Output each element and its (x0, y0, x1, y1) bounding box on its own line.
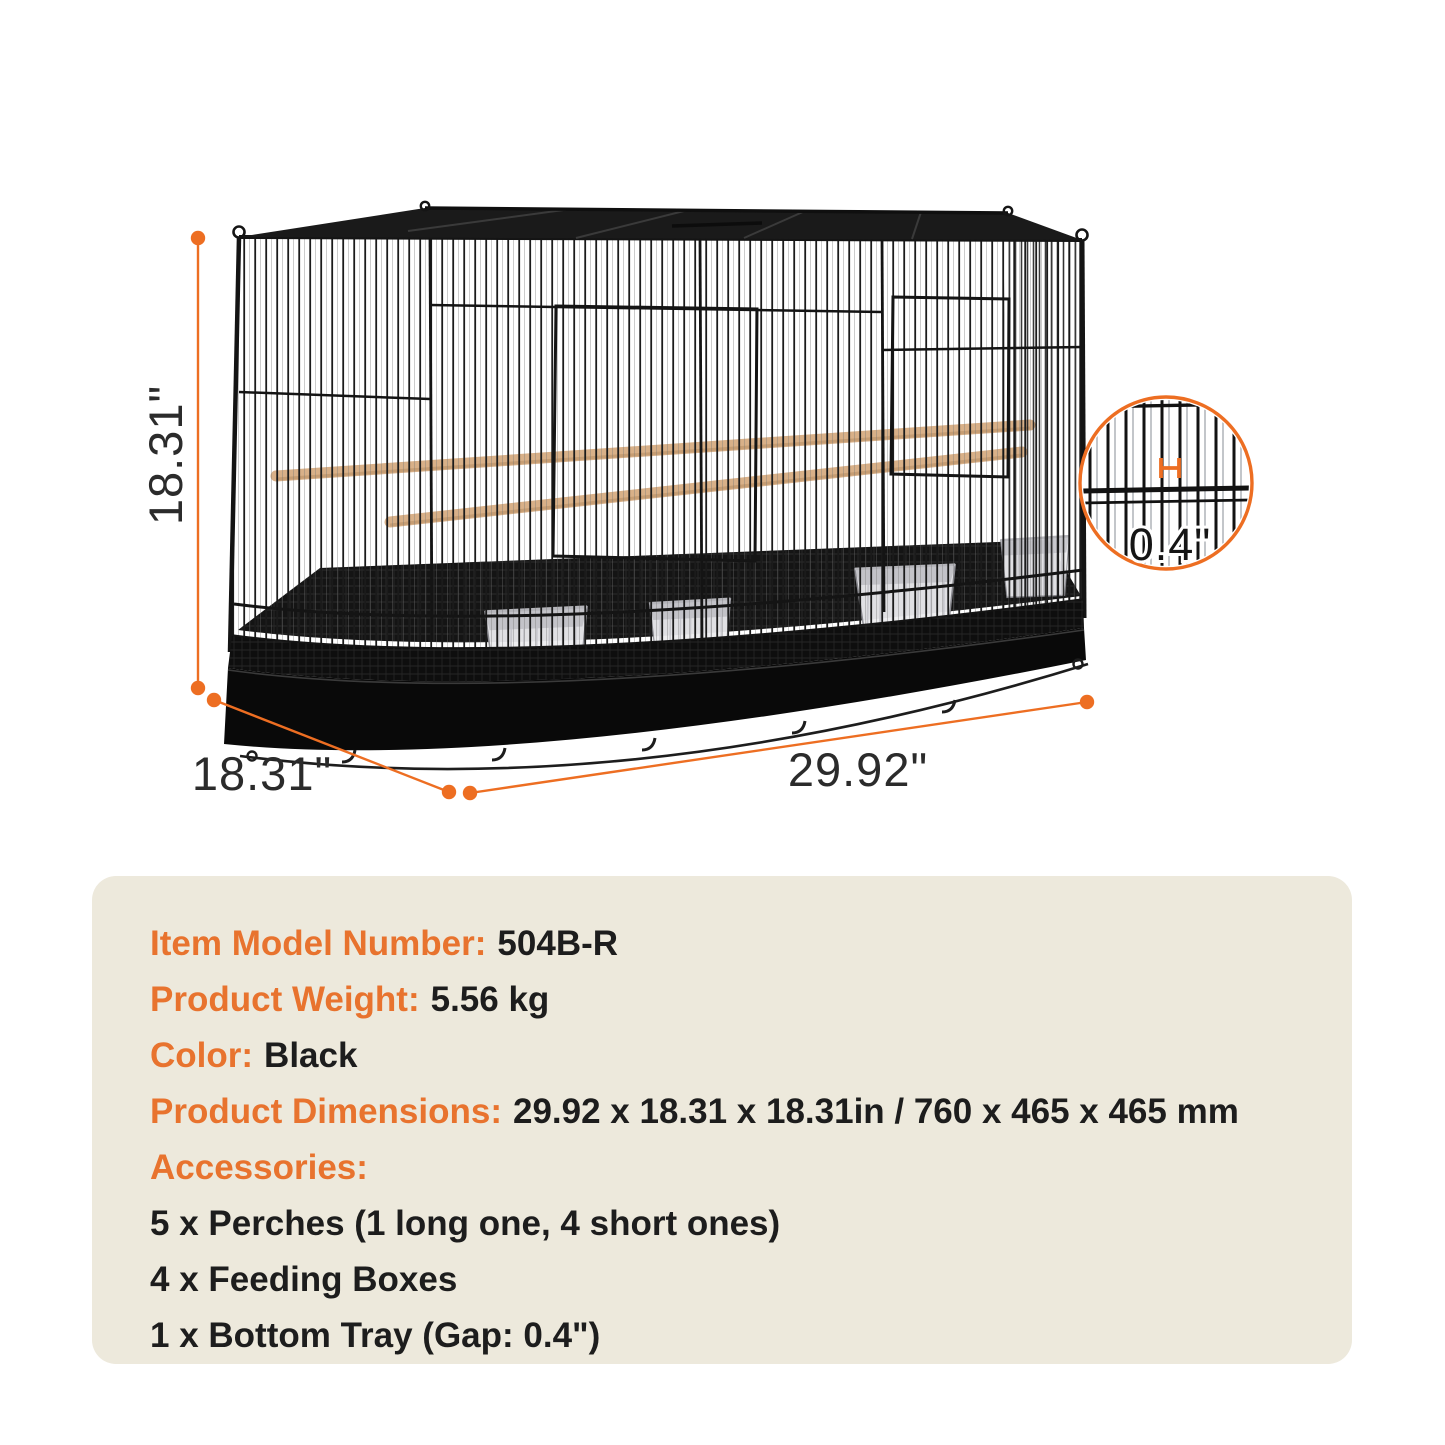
spec-label: Product Dimensions: (150, 1092, 502, 1131)
spec-value: 5 x Perches (1 long one, 4 short ones) (150, 1204, 781, 1243)
spec-row-model (150, 916, 1316, 972)
height-label: 18.31" (139, 384, 192, 526)
spec-value: 4 x Feeding Boxes (150, 1260, 458, 1299)
gap-zoom-circle (1080, 396, 1252, 570)
spec-panel (92, 876, 1352, 1364)
spec-value: 29.92 x 18.31 x 18.31in / 760 x 465 x 465 mm (512, 1092, 1239, 1131)
spec-row-feeding-boxes (150, 1252, 1316, 1308)
spec-label: Product Weight: (150, 980, 420, 1019)
gap-label: 0.4" (1128, 519, 1212, 570)
spec-row-weight (150, 972, 1316, 1028)
spec-label: Accessories: (150, 1148, 368, 1187)
spec-value: 504B-R (497, 924, 619, 963)
depth-label: 18.31" (191, 747, 333, 800)
height-dimension (139, 231, 205, 695)
spec-label: Color: (150, 1036, 254, 1075)
spec-row-bottom-tray (150, 1308, 1316, 1364)
spec-row-accessories (150, 1140, 1316, 1196)
spec-value: 1 x Bottom Tray (Gap: 0.4") (150, 1316, 601, 1355)
cage-roof (239, 202, 1082, 240)
spec-row-dimensions (150, 1084, 1316, 1140)
spec-label: Item Model Number: (150, 924, 487, 963)
width-label: 29.92" (787, 743, 929, 796)
spec-row-perches (150, 1196, 1316, 1252)
spec-value: Black (264, 1036, 358, 1075)
spec-value: 5.56 kg (430, 980, 550, 1019)
spec-row-color (150, 1028, 1316, 1084)
bird-cage (224, 202, 1088, 769)
